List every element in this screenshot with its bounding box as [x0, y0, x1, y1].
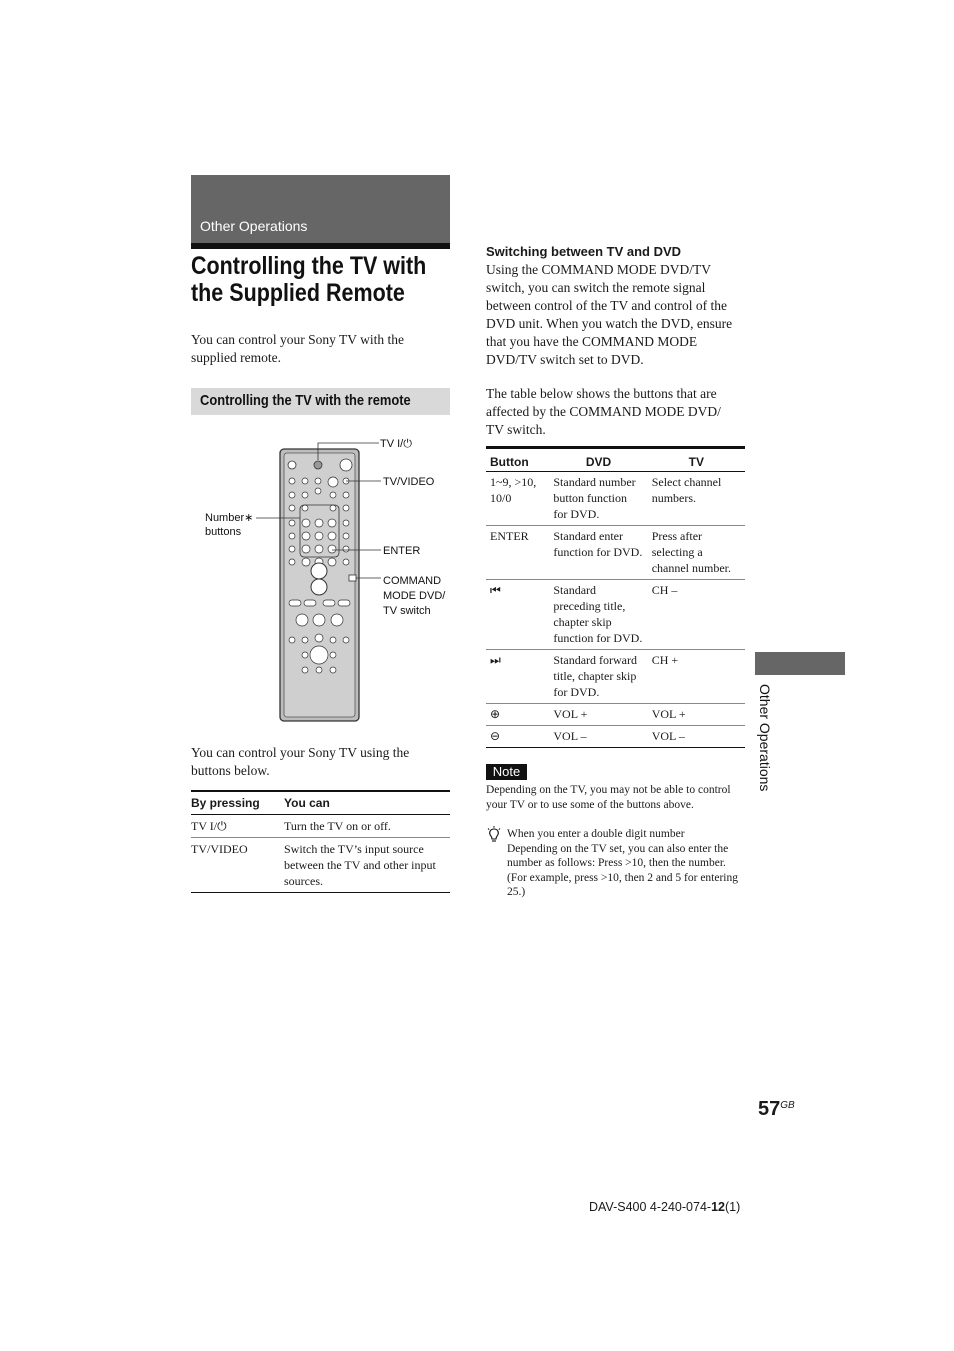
tip-line-1: When you enter a double digit number: [507, 828, 685, 840]
press-key: TV/VIDEO: [191, 838, 284, 893]
table-row: [486, 650, 745, 704]
switching-heading: Switching between TV and DVD: [486, 244, 682, 259]
table-row: [191, 815, 450, 838]
page-number-suffix: GB: [780, 1100, 795, 1111]
document-code: [589, 1200, 740, 1214]
vol-minus-icon: ⊖: [486, 726, 549, 748]
tv-cell: Press after selecting a channel number.: [648, 526, 745, 580]
tip-body: Depending on the TV set, you can also enter the number as follows: Press >10, then the number. (For example, press >10, then 2 and 5 for entering 25.): [507, 842, 738, 898]
remote-button: [288, 461, 296, 469]
press-table: [191, 790, 450, 893]
intro-paragraph: You can control your Sony TV with the supplied remote.: [191, 332, 405, 365]
callout-enter: ENTER: [383, 545, 421, 557]
button-table: [486, 446, 745, 748]
dvd-cell: Standard enter function for DVD.: [549, 526, 647, 580]
callout-command-2: MODE DVD/: [383, 590, 446, 602]
table-row: [486, 580, 745, 650]
side-tab: [755, 652, 845, 675]
vol-minus-button: [311, 579, 327, 595]
remote-paragraph: You can control your Sony TV using the buttons below.: [191, 745, 410, 778]
button-table-header-dvd: DVD: [549, 448, 647, 472]
dvd-cell: VOL +: [549, 704, 647, 726]
section-band-rule: [191, 243, 450, 249]
command-mode-switch: [349, 575, 356, 581]
callout-buttons: buttons: [205, 526, 242, 538]
subsection-title: Controlling the TV with the remote: [200, 392, 411, 409]
page-title-line-2: the Supplied Remote: [191, 279, 405, 307]
table-row: [191, 838, 450, 893]
dvd-cell: Standard forward title, chapter skip for DVD.: [549, 650, 647, 704]
button-cell: ENTER: [486, 526, 549, 580]
tv-power-button: [314, 461, 322, 469]
tv-cell: Select channel numbers.: [648, 472, 745, 526]
tv-cell: CH –: [648, 580, 745, 650]
dvd-cell: VOL –: [549, 726, 647, 748]
table-row: [486, 726, 745, 748]
table-intro-paragraph: The table below shows the buttons that are affected by the COMMAND MODE DVD/ TV switch.: [486, 386, 721, 437]
callout-tv-power: TV I/⏻: [380, 438, 412, 450]
table-row: [486, 526, 745, 580]
button-table-header-tv: TV: [648, 448, 745, 472]
callout-number: Number∗: [205, 512, 254, 524]
section-label: Other Operations: [200, 218, 308, 234]
switching-paragraph: Using the COMMAND MODE DVD/TV switch, you can switch the remote signal between control of the TV and control of the DVD unit. When you watch the DVD, ensure that you have the COMMAND MODE DVD/TV switch set to DVD.: [486, 262, 733, 367]
page-title-line-1: Controlling the TV with: [191, 252, 427, 280]
dvd-cell: Standard number button function for DVD.: [549, 472, 647, 526]
button-table-header-button: Button: [486, 448, 549, 472]
note-badge: Note: [486, 764, 527, 780]
prev-icon: ⏮: [486, 580, 549, 650]
tip-text: [507, 827, 747, 900]
callout-tv-video: TV/VIDEO: [383, 476, 435, 488]
table-row: [486, 704, 745, 726]
tip-lightbulb-icon: [486, 826, 502, 844]
doc-code-suffix: (1): [724, 1200, 741, 1214]
vol-plus-button: [311, 563, 327, 579]
table-row: [486, 472, 745, 526]
dvd-cell: Standard preceding title, chapter skip function for DVD.: [549, 580, 647, 650]
press-table-header-key: By pressing: [191, 791, 284, 815]
press-value: Switch the TV’s input source between the TV and other input sources.: [284, 838, 450, 893]
press-value: Turn the TV on or off.: [284, 815, 450, 838]
page-number: [758, 1098, 795, 1121]
next-icon: ⏭: [486, 650, 549, 704]
doc-code-bold: 12: [711, 1200, 725, 1214]
side-tab-label: Other Operations: [757, 684, 773, 792]
callout-command-3: TV switch: [383, 605, 431, 617]
note-text: Depending on the TV, you may not be able to control your TV or to use some of the buttons above.: [486, 784, 731, 811]
doc-code-prefix: DAV-S400 4-240-074-: [589, 1200, 712, 1214]
page-title: [191, 253, 426, 307]
tv-cell: VOL +: [648, 704, 745, 726]
remote-power-button: [340, 459, 352, 471]
tv-cell: CH +: [648, 650, 745, 704]
remote-illustration: [191, 430, 453, 725]
button-cell: 1~9, >10, 10/0: [486, 472, 549, 526]
press-table-header-value: You can: [284, 791, 450, 815]
tv-cell: VOL –: [648, 726, 745, 748]
page-number-value: 57: [758, 1098, 781, 1120]
vol-plus-icon: ⊕: [486, 704, 549, 726]
callout-command-1: COMMAND: [383, 575, 442, 587]
press-key: TV I/⏻: [191, 815, 284, 838]
